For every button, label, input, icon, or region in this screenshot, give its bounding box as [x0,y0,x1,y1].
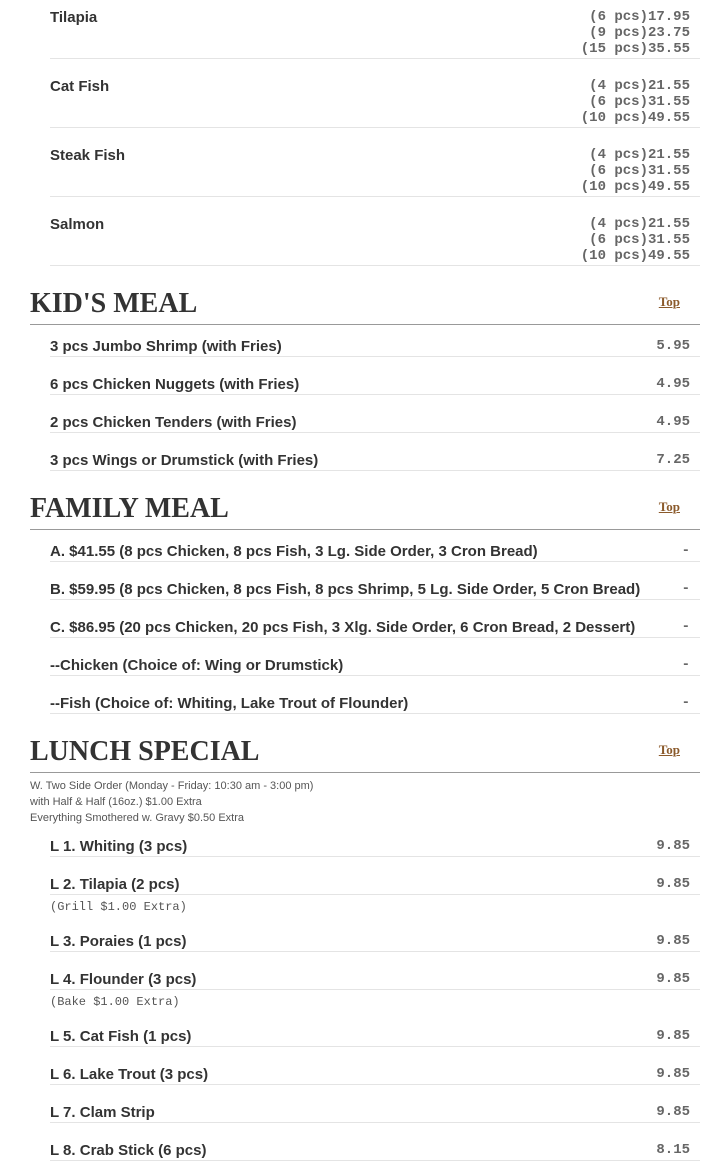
price-option: (4 pcs)21.55 [589,216,690,232]
menu-item-name: L 6. Lake Trout (3 pcs) [50,1066,209,1083]
menu-item-note: (Grill $1.00 Extra) [50,900,187,914]
menu-item [50,395,700,433]
menu-item-price: 9.85 [656,1028,690,1044]
price-option: (4 pcs)21.55 [589,78,690,94]
menu-item-name: C. $86.95 (20 pcs Chicken, 20 pcs Fish, 3 Xlg. Side Order, 6 Cron Bread, 2 Dessert) [50,619,636,636]
menu-item-name: Salmon [50,216,105,233]
menu-item-price: 7.25 [656,452,690,468]
menu-item-name: L 8. Crab Stick (6 pcs) [50,1142,207,1159]
menu-item [50,676,700,714]
menu-item-price: 9.85 [656,876,690,892]
price-option: (10 pcs)49.55 [580,248,690,264]
menu-item [50,0,700,59]
menu-item [50,1047,700,1085]
top-link[interactable]: Top [658,742,680,757]
menu-item-price: - [681,581,690,597]
description-line: Everything Smothered w. Gravy $0.50 Extra [30,812,244,824]
menu-item-price: - [681,543,690,559]
menu-item [50,128,700,197]
menu-item-price: 9.85 [656,838,690,854]
menu-item [50,562,700,600]
menu-item-name: B. $59.95 (8 pcs Chicken, 8 pcs Fish, 8 pcs Shrimp, 5 Lg. Side Order, 5 Cron Bread) [50,581,641,598]
menu-item [50,1123,700,1161]
menu-item-price: 9.85 [656,1066,690,1082]
menu-page [30,0,700,1161]
menu-item-note: (Bake $1.00 Extra) [50,995,180,1009]
menu-item-name: Tilapia [50,9,98,26]
menu-item-name: 6 pcs Chicken Nuggets (with Fries) [50,376,300,393]
menu-item [50,826,700,857]
menu-item [50,600,700,638]
section-description [30,773,700,826]
description-line: W. Two Side Order (Monday - Friday: 10:30 am - 3:00 pm) [30,780,314,792]
menu-item-note-row [50,895,700,914]
menu-item-prices [581,78,690,126]
menu-item [50,357,700,395]
top-link[interactable]: Top [658,294,680,309]
menu-item-price: 8.15 [656,1142,690,1158]
menu-item-name: L 2. Tilapia (2 pcs) [50,876,180,893]
menu-item-price: 4.95 [656,376,690,392]
menu-item-name: Steak Fish [50,147,126,164]
menu-item-prices [581,9,690,57]
menu-item-name: L 5. Cat Fish (1 pcs) [50,1028,192,1045]
menu-item-name: L 7. Clam Strip [50,1104,155,1121]
menu-item-name: A. $41.55 (8 pcs Chicken, 8 pcs Fish, 3 Lg. Side Order, 3 Cron Bread) [50,543,538,560]
menu-item-price: - [681,619,690,635]
section-header-lunch-special [30,736,700,773]
menu-item-price: 5.95 [656,338,690,354]
menu-item-prices [581,147,690,195]
price-option: (4 pcs)21.55 [589,147,690,163]
price-option: (10 pcs)49.55 [580,110,690,126]
menu-item [50,530,700,562]
menu-item [50,433,700,471]
menu-item-name: L 4. Flounder (3 pcs) [50,971,197,988]
menu-item-name: 3 pcs Wings or Drumstick (with Fries) [50,452,319,469]
menu-item-prices [581,216,690,264]
top-link[interactable]: Top [658,499,680,514]
menu-item [50,914,700,952]
menu-item [50,1085,700,1123]
section-title: FAMILY MEAL [30,493,229,524]
menu-item-price: 9.85 [656,1104,690,1120]
menu-item [50,59,700,128]
price-option: (10 pcs)49.55 [580,179,690,195]
price-option: (15 pcs)35.55 [580,41,690,57]
menu-item-name: 3 pcs Jumbo Shrimp (with Fries) [50,338,282,355]
price-option: (9 pcs)23.75 [589,25,690,41]
menu-item-name: --Fish (Choice of: Whiting, Lake Trout of Flounder) [50,695,409,712]
menu-item-name: L 3. Poraies (1 pcs) [50,933,187,950]
price-option: (6 pcs)31.55 [589,232,690,248]
menu-item [50,952,700,990]
menu-item-price: 9.85 [656,933,690,949]
menu-item [50,857,700,895]
menu-item [50,638,700,676]
section-title: KID'S MEAL [30,288,198,319]
description-line: with Half & Half (16oz.) $1.00 Extra [30,796,202,808]
price-option: (6 pcs)31.55 [589,94,690,110]
menu-item-name: L 1. Whiting (3 pcs) [50,838,188,855]
menu-item [50,197,700,266]
menu-item-price: 9.85 [656,971,690,987]
menu-item-name: Cat Fish [50,78,110,95]
menu-item-price: 4.95 [656,414,690,430]
menu-item-note-row [50,990,700,1009]
price-option: (6 pcs)31.55 [589,163,690,179]
price-option: (6 pcs)17.95 [589,9,690,25]
menu-item [50,1009,700,1047]
menu-item-name: --Chicken (Choice of: Wing or Drumstick) [50,657,344,674]
menu-item [50,325,700,357]
section-title: LUNCH SPECIAL [30,736,260,767]
menu-item-price: - [681,695,690,711]
menu-item-name: 2 pcs Chicken Tenders (with Fries) [50,414,297,431]
menu-item-price: - [681,657,690,673]
